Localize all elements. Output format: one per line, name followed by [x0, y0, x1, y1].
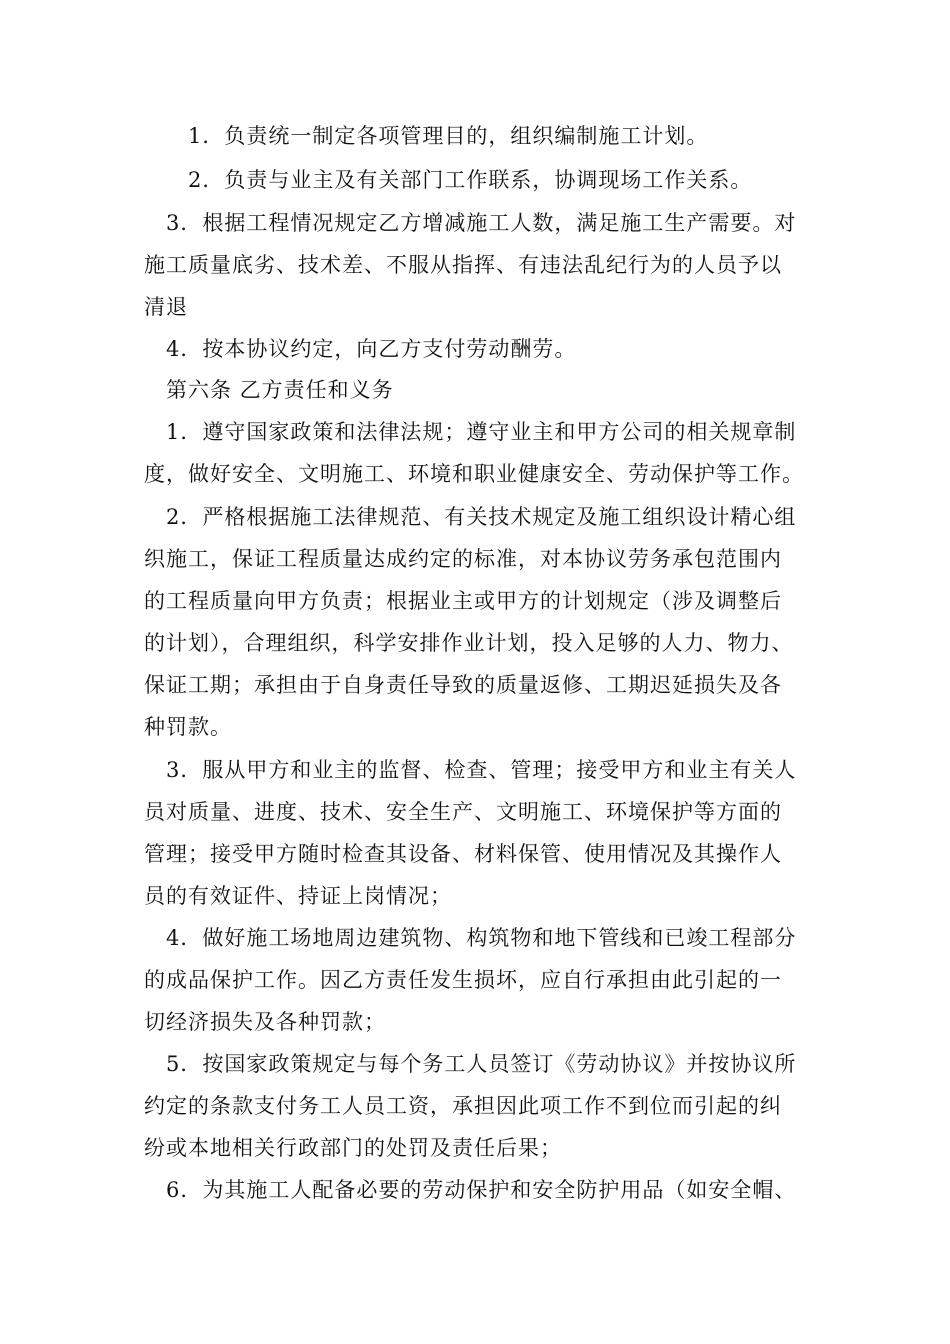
clause-line: 1．负责统一制定各项管理目的，组织编制施工计划。	[188, 124, 709, 148]
clause-line: 2．负责与业主及有关部门工作联系，协调现场工作关系。	[188, 168, 753, 192]
clause-line: 5．按国家政策规定与每个务工人员签订《劳动协议》并按协议所	[166, 1052, 797, 1076]
clause-line: 的成品保护工作。因乙方责任发生损坏，应自行承担由此引起的一	[144, 968, 782, 992]
clause-line: 纷或本地相关行政部门的处罚及责任后果；	[144, 1136, 562, 1160]
clause-line: 6．为其施工人配备必要的劳动保护和安全防护用品（如安全帽、	[166, 1178, 797, 1202]
section-heading: 第六条 乙方责任和义务	[166, 378, 394, 402]
clause-line: 4．按本协议约定，向乙方支付劳动酬劳。	[166, 337, 577, 361]
clause-line: 的计划），合理组织，科学安排作业计划，投入足够的人力、物力、	[144, 631, 794, 655]
clause-line: 2．严格根据施工法律规范、有关技术规定及施工组织设计精心组	[166, 505, 797, 529]
clause-line: 切经济损失及各种罚款；	[144, 1010, 386, 1034]
clause-line: 约定的条款支付务工人员工资，承担因此项工作不到位而引起的纠	[144, 1094, 782, 1118]
clause-line: 管理；接受甲方随时检查其设备、材料保管、使用情况及其操作人	[144, 842, 782, 866]
clause-line: 3．服从甲方和业主的监督、检查、管理；接受甲方和业主有关人	[166, 758, 797, 782]
clause-line: 4．做好施工场地周边建筑物、构筑物和地下管线和已竣工程部分	[166, 926, 797, 950]
clause-line: 种罚款。	[144, 715, 232, 739]
clause-line: 1．遵守国家政策和法律法规；遵守业主和甲方公司的相关规章制	[166, 420, 797, 444]
clause-line: 的工程质量向甲方负责；根据业主或甲方的计划规定（涉及调整后	[144, 589, 782, 613]
clause-line: 度，做好安全、文明施工、环境和职业健康安全、劳动保护等工作。	[144, 462, 804, 486]
clause-line: 清退	[144, 295, 188, 319]
clause-line: 员对质量、进度、技术、安全生产、文明施工、环境保护等方面的	[144, 800, 782, 824]
clause-line: 3．根据工程情况规定乙方增减施工人数，满足施工生产需要。对	[166, 211, 797, 235]
clause-line: 保证工期；承担由于自身责任导致的质量返修、工期迟延损失及各	[144, 673, 782, 697]
clause-line: 员的有效证件、持证上岗情况；	[144, 884, 452, 908]
clause-line: 织施工，保证工程质量达成约定的标准，对本协议劳务承包范围内	[144, 547, 782, 571]
clause-line: 施工质量底劣、技术差、不服从指挥、有违法乱纪行为的人员予以	[144, 253, 782, 277]
